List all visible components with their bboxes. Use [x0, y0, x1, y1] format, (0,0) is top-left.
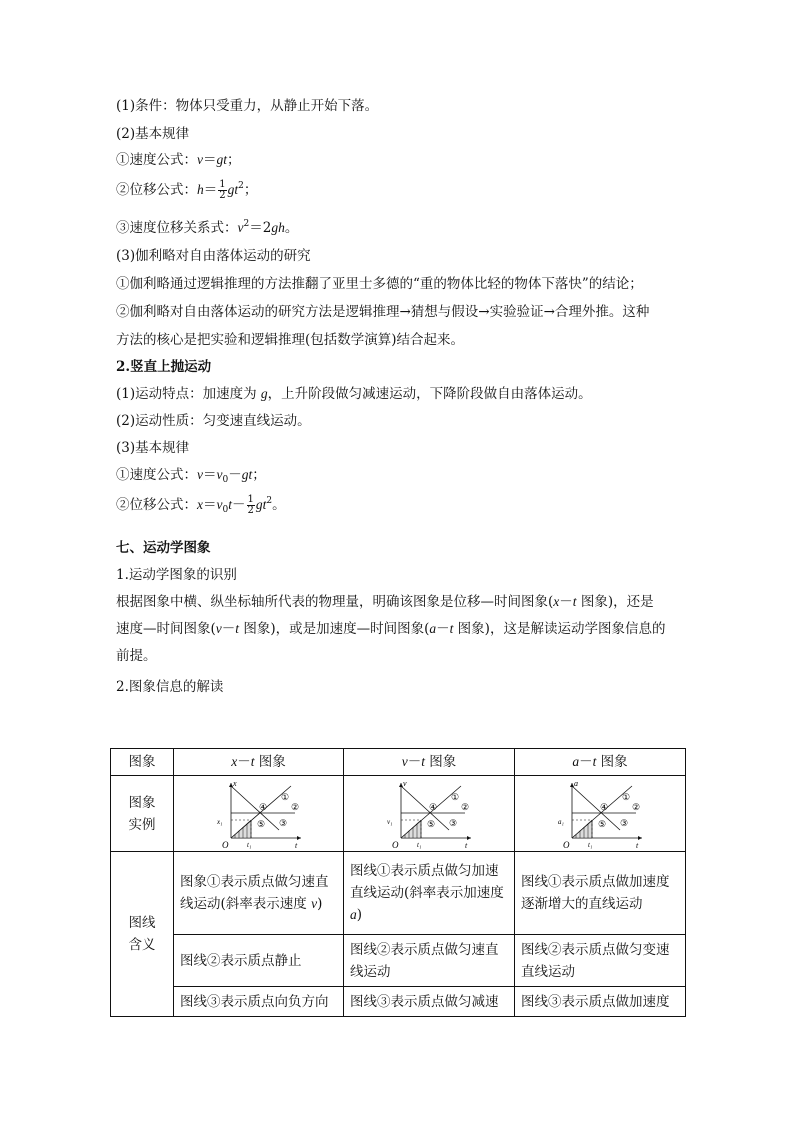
curve-1-label: ① — [280, 791, 289, 802]
curve-1-label: ① — [451, 791, 460, 802]
axis-label: v — [403, 778, 407, 788]
curve-2-label: ② — [461, 801, 470, 812]
text-line-2: (2)基本规律 — [116, 126, 190, 142]
v-t-graph-cell — [344, 776, 515, 852]
kinematics-graph-table — [110, 748, 686, 1017]
t1-label: t₁ — [246, 840, 251, 849]
curve-2-label: ② — [632, 801, 641, 812]
header-v-t: v－t 图象 — [344, 749, 515, 776]
text-line-16: 七、运动学图象 — [116, 540, 211, 556]
time-axis-arrow — [638, 836, 642, 840]
text-line-14: ①速度公式：$v=v_0-gt$； — [116, 467, 266, 485]
curve-1-label: ① — [622, 791, 631, 802]
x-t-line1-desc: 图象①表示质点做匀速直线运动(斜率表示速度 v) — [174, 852, 344, 935]
text-line-10: 2.竖直上抛运动 — [116, 359, 212, 375]
text-line-3: ①速度公式：v＝gt； — [116, 152, 241, 168]
curve-2-label: ② — [290, 801, 299, 812]
header-x-t: x－t 图象 — [174, 749, 344, 776]
a-t-line2-desc: 图线②表示质点做匀变速直线运动 — [515, 935, 686, 987]
value-mark: v₁ — [387, 817, 393, 826]
line-3 — [572, 786, 620, 830]
curve-4-label: ④ — [600, 801, 609, 812]
curve-3-label: ③ — [278, 817, 287, 828]
curve-5-label: ⑤ — [598, 818, 607, 829]
meaning-label: 图线 含义 — [111, 852, 174, 1017]
text-line-12: (2)运动性质：匀变速直线运动。 — [116, 413, 311, 429]
text-line-4: ②位移公式：h＝ $\frac{1}{2}$ $gt^2$； — [116, 179, 258, 201]
text-line-17: 1.运动学图象的识别 — [116, 567, 237, 583]
text-line-7: ①伽利略通过逻辑推理的方法推翻了亚里士多德的“重的物体比轻的物体下落快”的结论； — [116, 276, 643, 292]
v-t-graph — [379, 778, 479, 850]
origin-label: O — [392, 839, 399, 850]
origin-label: O — [563, 839, 570, 850]
t-label: t — [465, 840, 468, 850]
text-line-20: 前提。 — [116, 648, 157, 664]
a-t-line1-desc: 图线①表示质点做加速度逐渐增大的直线运动 — [515, 852, 686, 935]
text-line-6: (3)伽利略对自由落体运动的研究 — [116, 248, 311, 264]
t-label: t — [294, 840, 297, 850]
header-a-t: a－t 图象 — [515, 749, 686, 776]
curve-4-label: ④ — [429, 801, 438, 812]
time-axis-arrow — [297, 836, 301, 840]
example-label: 图象 实例 — [111, 776, 174, 852]
v-t-line2-desc: 图线②表示质点做匀速直线运动 — [344, 935, 515, 987]
x-t-line3-desc: 图线③表示质点向负方向 — [174, 987, 344, 1017]
t1-label: t₁ — [588, 840, 593, 849]
text-line-1: (1)条件：物体只受重力，从静止开始下落。 — [116, 98, 379, 114]
a-t-graph — [550, 778, 650, 850]
text-line-15: ②位移公式：$x=v_0t-$ $\frac{1}{2}$ $gt^2$。 — [116, 494, 286, 516]
v-t-line1-desc: 图线①表示质点做匀加速直线运动(斜率表示加速度 a) — [344, 852, 515, 935]
a-t-graph-cell — [515, 776, 686, 852]
text-line-18: 根据图象中横、纵坐标轴所代表的物理量，明确该图象是位移—时间图象(x－t 图象)，还是 — [116, 594, 654, 610]
curve-3-label: ③ — [449, 817, 458, 828]
curve-3-label: ③ — [620, 817, 629, 828]
line-3 — [401, 786, 449, 830]
value-mark: x₁ — [216, 817, 223, 826]
origin-label: O — [221, 839, 228, 850]
value-mark: a₁ — [558, 817, 564, 826]
time-axis-arrow — [467, 836, 471, 840]
text-line-11: (1)运动特点：加速度为 g，上升阶段做匀减速运动，下降阶段做自由落体运动。 — [116, 386, 592, 402]
text-line-5: ③速度位移关系式：$v^2=2gh$。 — [116, 219, 299, 236]
x-t-line2-desc: 图线②表示质点静止 — [174, 935, 344, 987]
text-line-21: 2.图象信息的解读 — [116, 679, 224, 695]
line-3 — [231, 786, 279, 830]
curve-5-label: ⑤ — [256, 818, 265, 829]
x-t-graph — [209, 778, 309, 850]
text-line-13: (3)基本规律 — [116, 440, 190, 456]
header-graph: 图象 — [111, 749, 174, 776]
v-t-line3-desc: 图线③表示质点做匀减速 — [344, 987, 515, 1017]
curve-5-label: ⑤ — [427, 818, 436, 829]
axis-label: a — [574, 778, 578, 788]
text-line-9: 方法的核心是把实验和逻辑推理(包括数学演算)结合起来。 — [116, 332, 465, 348]
text-line-19: 速度—时间图象(v－t 图象)，或是加速度—时间图象(a－t 图象)，这是解读运动学图象信息的 — [116, 621, 666, 637]
curve-4-label: ④ — [258, 801, 267, 812]
axis-label: x — [232, 778, 237, 788]
t1-label: t₁ — [417, 840, 422, 849]
text-line-8: ②伽利略对自由落体运动的研究方法是逻辑推理→猜想与假设→实验验证→合理外推。这种 — [116, 304, 650, 320]
a-t-line3-desc: 图线③表示质点做加速度 — [515, 987, 686, 1017]
x-t-graph-cell — [174, 776, 344, 852]
t-label: t — [636, 840, 639, 850]
